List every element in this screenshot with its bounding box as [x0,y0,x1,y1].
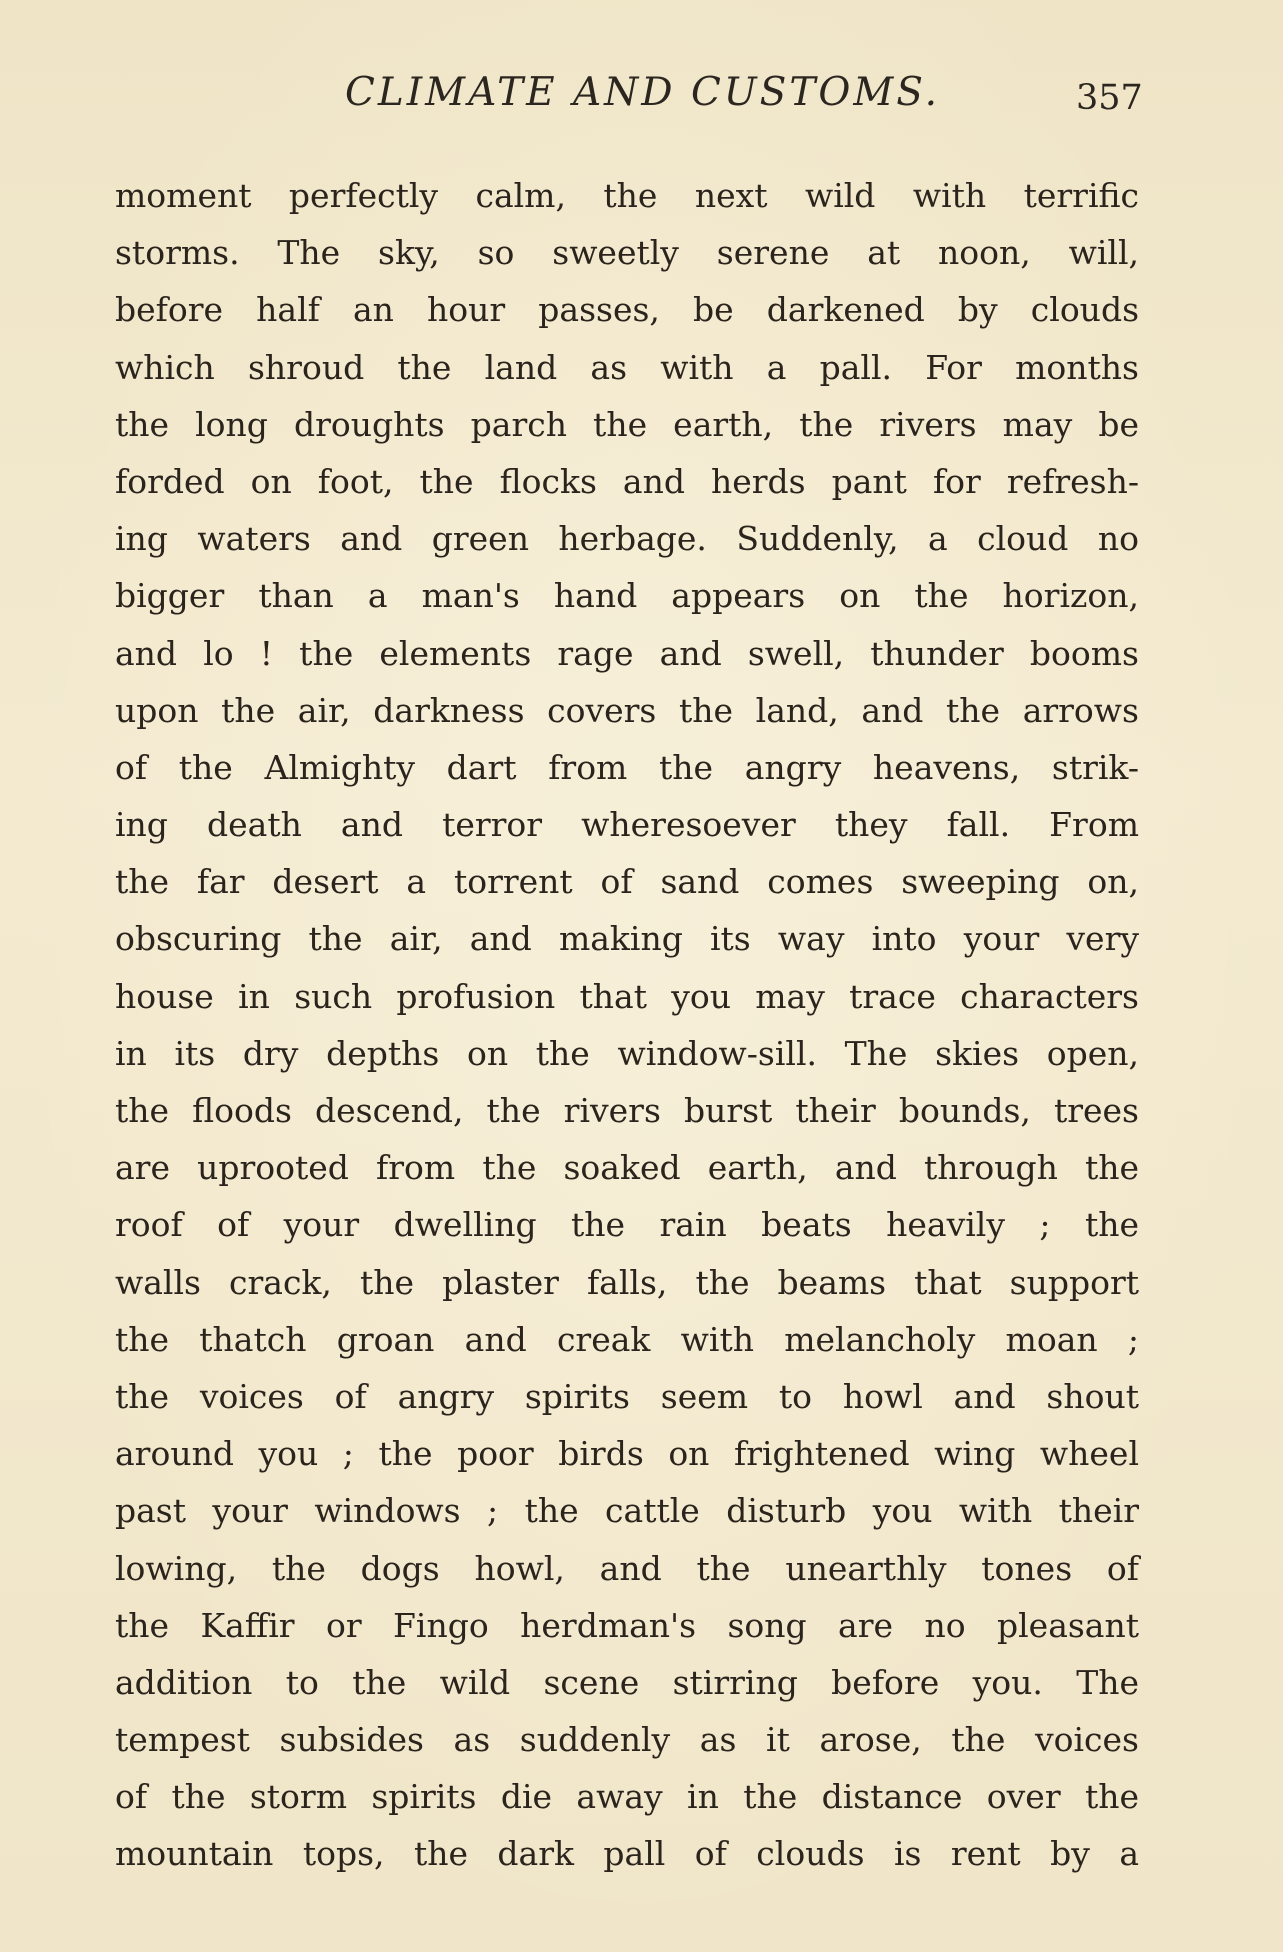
text-line: obscuring the air, and making its way into your very [115,919,1139,959]
text-line: ing death and terror wheresoever they fall. From [115,805,1139,845]
text-line: storms. The sky, so sweetly serene at noon, will, [115,233,1139,273]
text-line: in its dry depths on the window-sill. The skies open, [115,1033,1139,1073]
text-line: house in such profusion that you may trace characters [115,976,1139,1016]
text-line: which shroud the land as with a pall. For months [115,347,1139,387]
text-line: the far desert a torrent of sand comes sweeping on, [115,862,1139,902]
running-head-title: CLIMATE AND CUSTOMS. [345,70,941,115]
text-line: upon the air, darkness covers the land, and the arrows [115,690,1139,730]
text-line: around you ; the poor birds on frightened wing wheel [115,1434,1139,1474]
text-line: the voices of angry spirits seem to howl and shout [115,1376,1139,1416]
text-line: before half an hour passes, be darkened by clouds [115,290,1139,330]
text-line: lowing, the dogs howl, and the unearthly tones of [115,1548,1139,1588]
text-line: the Kaffir or Fingo herdman's song are no pleasant [115,1605,1139,1645]
text-line: the floods descend, the rivers burst their bounds, trees [115,1091,1139,1130]
text-line: tempest subsides as suddenly as it arose, the voices [115,1720,1139,1760]
page-number: 357 [1076,78,1143,118]
text-line: moment perfectly calm, the next wild with terrific [115,176,1139,215]
text-line: walls crack, the plaster falls, the beams that support [115,1262,1139,1302]
text-line: the long droughts parch the earth, the rivers may be [115,404,1139,444]
text-line: bigger than a man's hand appears on the horizon, [115,576,1139,616]
text-line: past your windows ; the cattle disturb you with their [115,1491,1139,1531]
text-line: forded on foot, the flocks and herds pant for refresh- [115,461,1139,501]
text-line: mountain tops, the dark pall of clouds is rent by a [115,1834,1139,1874]
text-line: of the storm spirits die away in the distance over the [115,1777,1139,1817]
text-line: are uprooted from the soaked earth, and through the [115,1148,1139,1188]
text-line: and lo ! the elements rage and swell, thunder booms [115,633,1139,673]
body-text [115,167,1139,1883]
text-line: roof of your dwelling the rain beats heavily ; the [115,1205,1139,1245]
text-line: of the Almighty dart from the angry heavens, strik- [115,747,1139,787]
text-line: ing waters and green herbage. Suddenly, a cloud no [115,519,1139,559]
text-line: the thatch groan and creak with melancholy moan ; [115,1319,1139,1359]
text-line: addition to the wild scene stirring before you. The [115,1662,1139,1702]
